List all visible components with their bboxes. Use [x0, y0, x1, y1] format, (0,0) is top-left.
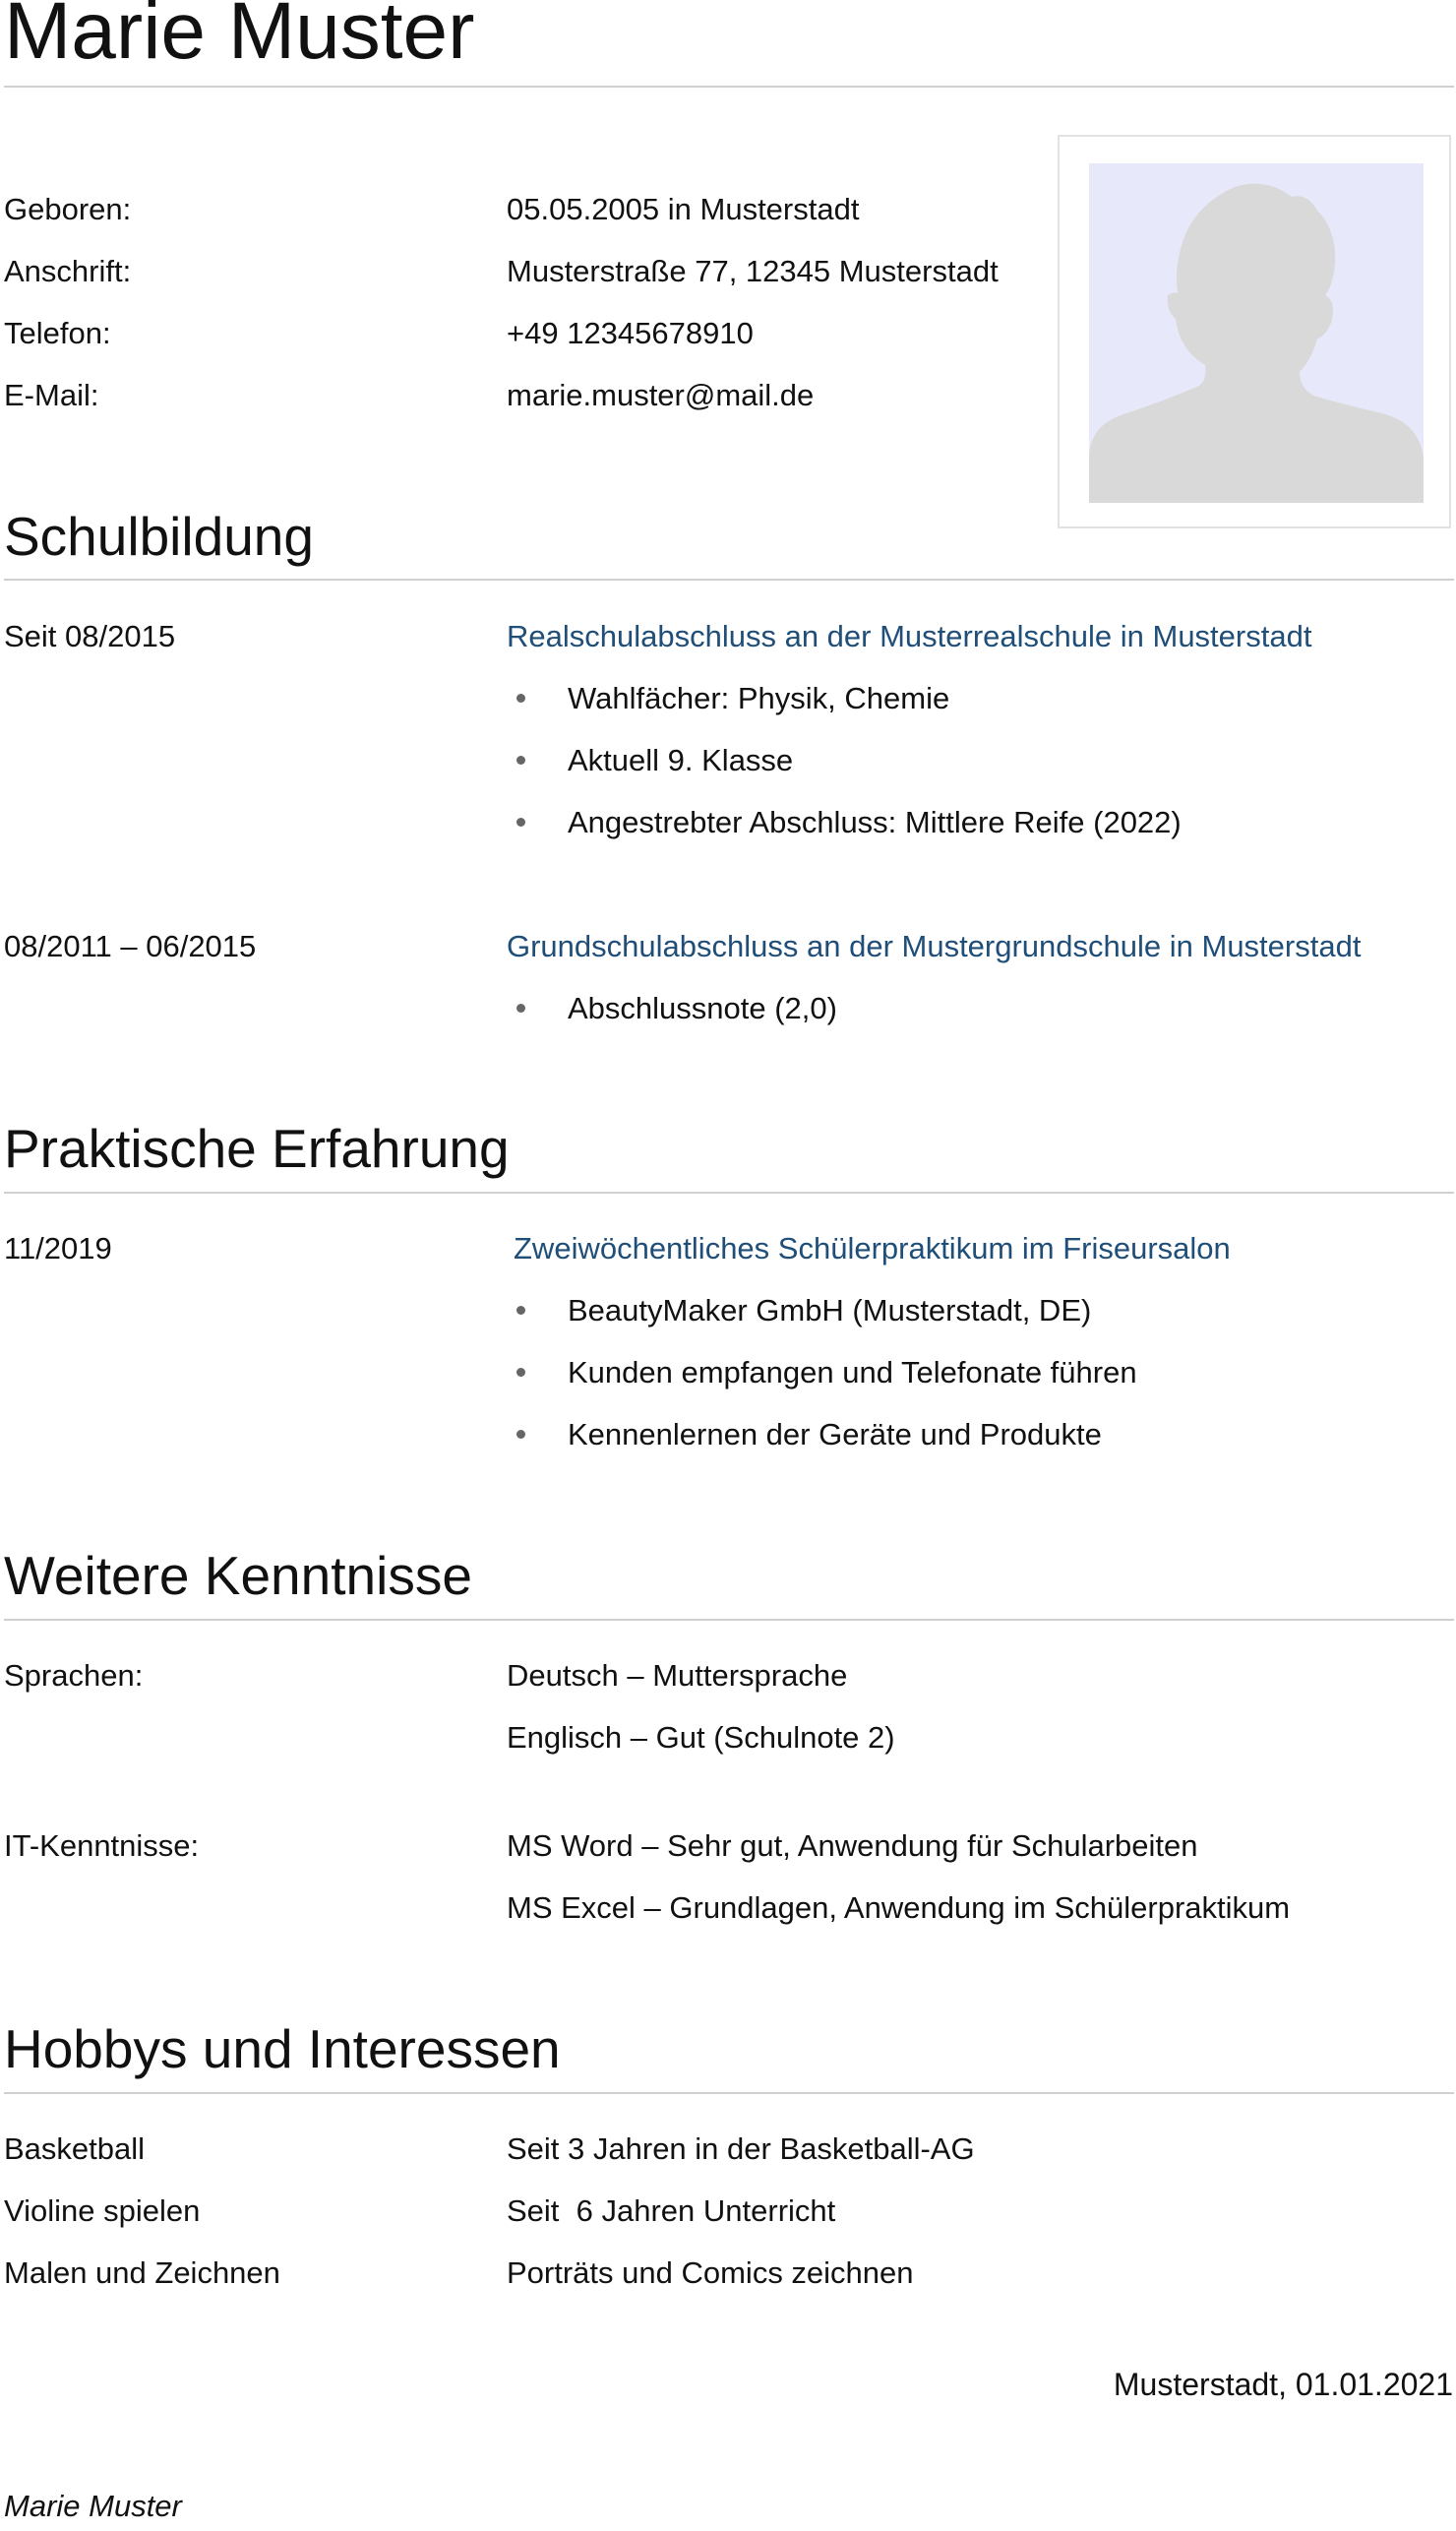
hobby-row [0, 2125, 1456, 2174]
skills-row-it-2 [0, 1883, 1456, 1933]
skills-value: MS Word – Sehr gut, Anwendung für Schularbeiten [507, 1828, 1198, 1863]
hobby-row [0, 2249, 1456, 2298]
personal-row-address [0, 247, 1456, 296]
entry-date: 11/2019 [4, 1231, 112, 1266]
hobby-value: Seit 6 Jahren Unterricht [507, 2193, 836, 2228]
section-divider [4, 1619, 1454, 1621]
bullet-icon [516, 1368, 525, 1377]
personal-label: Anschrift: [4, 254, 132, 288]
list-item [516, 736, 1402, 785]
list-item-text: Abschlussnote (2,0) [568, 991, 837, 1025]
hobby-label: Basketball [4, 2131, 146, 2166]
skills-label: IT-Kenntnisse: [4, 1828, 200, 1863]
list-item-text: Wahlfächer: Physik, Chemie [568, 681, 950, 715]
experience-entry [0, 1224, 1456, 1273]
skills-row-languages-2 [0, 1713, 1456, 1762]
hobby-value: Porträts und Comics zeichnen [507, 2255, 914, 2290]
personal-row-birth [0, 185, 1456, 234]
personal-label: E-Mail: [4, 378, 99, 412]
signature: Marie Muster [4, 2489, 182, 2523]
skills-value: MS Excel – Grundlagen, Anwendung im Schülerpraktikum [507, 1890, 1291, 1925]
section-title-schulbildung: Schulbildung [4, 506, 314, 567]
bullet-icon [516, 1306, 525, 1315]
personal-label: Geboren: [4, 192, 132, 226]
hobby-value: Seit 3 Jahren in der Basketball-AG [507, 2131, 975, 2166]
entry-date: 08/2011 – 06/2015 [4, 929, 257, 963]
hobby-row [0, 2187, 1456, 2236]
list-item [516, 674, 1402, 723]
list-item-text: Kennenlernen der Geräte und Produkte [568, 1417, 1102, 1451]
list-item [516, 1286, 1402, 1335]
skills-value: Englisch – Gut (Schulnote 2) [507, 1720, 895, 1755]
entry-headline: Grundschulabschluss an der Mustergrundschule in Musterstadt [507, 929, 1362, 963]
list-item-text: Kunden empfangen und Telefonate führen [568, 1355, 1137, 1389]
education-entry-grundschule [0, 922, 1456, 971]
section-title-praxis: Praktische Erfahrung [4, 1118, 510, 1179]
education-entry-realschule [0, 612, 1456, 661]
page-title: Marie Muster [4, 0, 475, 76]
hobby-label: Violine spielen [4, 2193, 201, 2228]
list-item [516, 984, 1402, 1033]
list-item-text: Angestrebter Abschluss: Mittlere Reife (2022) [568, 805, 1182, 839]
email-link[interactable]: marie.muster@mail.de [507, 378, 815, 412]
skills-value: Deutsch – Muttersprache [507, 1658, 848, 1693]
section-divider [4, 579, 1454, 581]
list-item-text: BeautyMaker GmbH (Musterstadt, DE) [568, 1293, 1092, 1327]
personal-value: 05.05.2005 in Musterstadt [507, 192, 860, 226]
place-date: Musterstadt, 01.01.2021 [1113, 2367, 1453, 2402]
skills-row-it [0, 1821, 1456, 1871]
bullet-icon [516, 756, 525, 765]
personal-row-phone [0, 309, 1456, 358]
skills-row-languages [0, 1651, 1456, 1700]
list-item [516, 798, 1402, 847]
list-item [516, 1348, 1402, 1397]
personal-row-email [0, 371, 1456, 420]
bullet-icon [516, 818, 525, 827]
bullet-icon [516, 694, 525, 703]
section-title-hobbys: Hobbys und Interessen [4, 2018, 561, 2079]
hobby-label: Malen und Zeichnen [4, 2255, 280, 2290]
bullet-icon [516, 1004, 525, 1013]
entry-date: Seit 08/2015 [4, 619, 176, 653]
entry-headline: Zweiwöchentliches Schülerpraktikum im Friseursalon [514, 1231, 1231, 1266]
bullet-icon [516, 1430, 525, 1439]
section-divider [4, 1192, 1454, 1194]
personal-label: Telefon: [4, 316, 111, 350]
personal-value: Musterstraße 77, 12345 Musterstadt [507, 254, 999, 288]
skills-label: Sprachen: [4, 1658, 144, 1693]
list-item-text: Aktuell 9. Klasse [568, 743, 794, 777]
section-divider [4, 2092, 1454, 2094]
header-divider [4, 86, 1454, 88]
list-item [516, 1410, 1402, 1459]
personal-value: +49 12345678910 [507, 316, 754, 350]
section-title-kenntnisse: Weitere Kenntnisse [4, 1545, 472, 1606]
entry-headline: Realschulabschluss an der Musterrealschule in Musterstadt [507, 619, 1312, 653]
